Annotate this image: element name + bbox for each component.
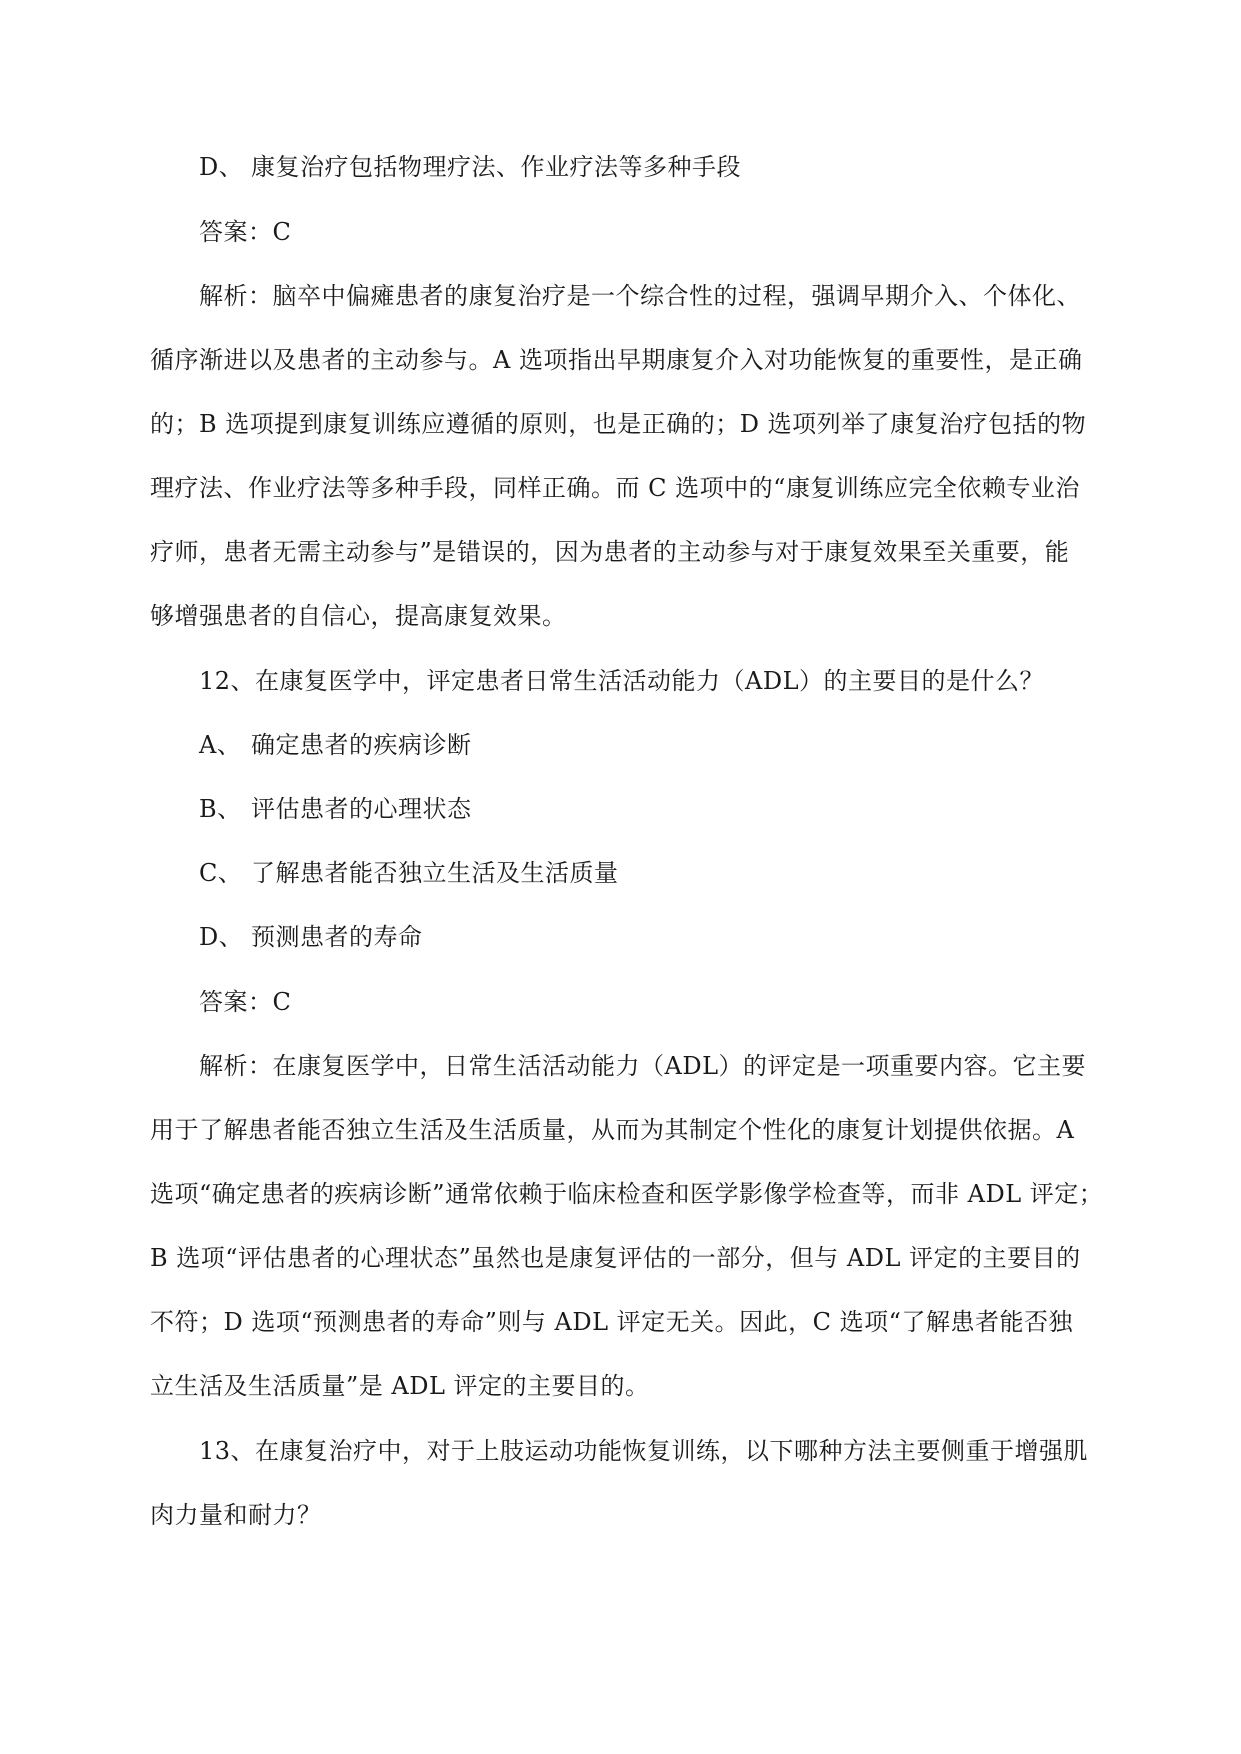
q13-question-line: 肉力量和耐力？ [150, 1501, 322, 1529]
q11-option-d [199, 152, 741, 182]
q11-answer: 答案：C [199, 218, 292, 246]
q12-analysis-line: 用于了解患者能否独立生活及生活质量，从而为其制定个性化的康复计划提供依据。A [150, 1116, 1075, 1144]
q12-analysis-line: B 选项“评估患者的心理状态”虽然也是康复评估的一部分，但与 ADL 评定的主要目的 [150, 1244, 1081, 1272]
option-letter: B、 [199, 795, 242, 823]
q12-question: 12、在康复医学中，评定患者日常生活活动能力（ADL）的主要目的是什么？ [199, 667, 1045, 695]
option-text: 康复治疗包括物理疗法、作业疗法等多种手段 [251, 153, 741, 181]
q12-analysis-line: 解析：在康复医学中，日常生活活动能力（ADL）的评定是一项重要内容。它主要 [199, 1052, 1087, 1080]
q11-analysis-line: 够增强患者的自信心，提高康复效果。 [150, 602, 567, 630]
q12-analysis-line: 立生活及生活质量”是 ADL 评定的主要目的。 [150, 1372, 650, 1400]
option-letter: D、 [199, 153, 244, 181]
q12-option-a [199, 730, 472, 760]
option-text: 预测患者的寿命 [251, 923, 423, 951]
option-text: 确定患者的疾病诊断 [251, 731, 472, 759]
q12-answer: 答案：C [199, 988, 292, 1016]
q12-option-c [199, 858, 619, 888]
option-text: 评估患者的心理状态 [251, 795, 472, 823]
q11-analysis-line: 理疗法、作业疗法等多种手段，同样正确。而 C 选项中的“康复训练应完全依赖专业治 [150, 474, 1080, 502]
q11-analysis-line: 疗师，患者无需主动参与”是错误的，因为患者的主动参与对于康复效果至关重要，能 [150, 538, 1070, 566]
q12-analysis-line: 不符；D 选项“预测患者的寿命”则与 ADL 评定无关。因此，C 选项“了解患者能否独 [150, 1308, 1073, 1336]
option-text: 了解患者能否独立生活及生活质量 [251, 859, 619, 887]
q12-option-d [199, 922, 423, 952]
q12-analysis-line: 选项“确定患者的疾病诊断”通常依赖于临床检查和医学影像学检查等，而非 ADL 评定； [150, 1180, 1104, 1208]
q12-option-b [199, 794, 472, 824]
q11-analysis-line: 的；B 选项提到康复训练应遵循的原则，也是正确的；D 选项列举了康复治疗包括的物 [150, 410, 1087, 438]
q13-question-line: 13、在康复治疗中，对于上肢运动功能恢复训练，以下哪种方法主要侧重于增强肌 [199, 1437, 1089, 1465]
option-letter: C、 [199, 859, 243, 887]
option-letter: D、 [199, 923, 244, 951]
option-letter: A、 [199, 731, 242, 759]
q11-analysis-line: 解析：脑卒中偏瘫患者的康复治疗是一个综合性的过程，强调早期介入、个体化、 [199, 282, 1081, 310]
q11-analysis-line: 循序渐进以及患者的主动参与。A 选项指出早期康复介入对功能恢复的重要性，是正确 [150, 346, 1083, 374]
